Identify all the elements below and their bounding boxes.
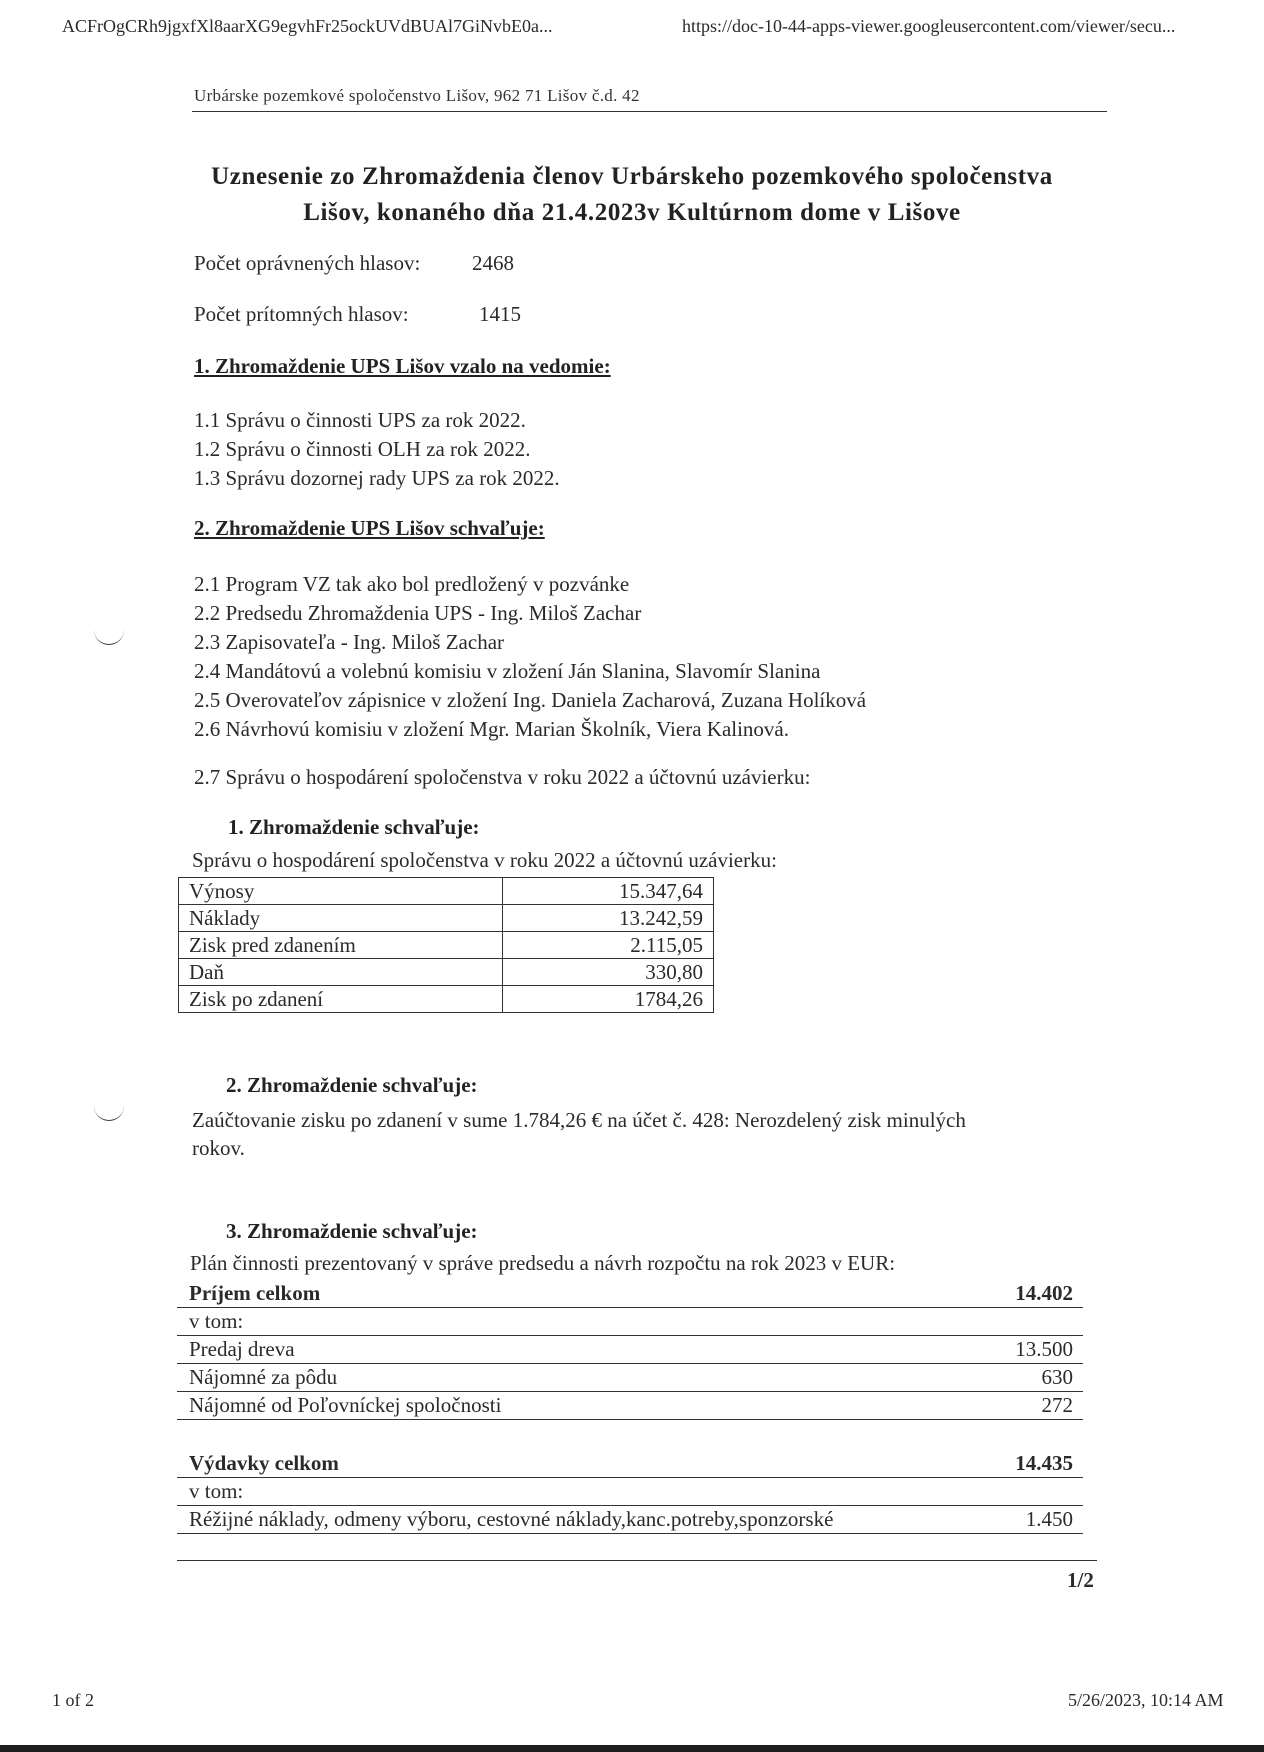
table-row <box>177 1478 1083 1506</box>
table-cell-value: 13.242,59 <box>503 905 714 932</box>
v-tom-label: v tom: <box>189 1309 244 1333</box>
table-cell-label: Daň <box>179 959 503 986</box>
budget-item-value: 1.450 <box>1025 1507 1073 1531</box>
page-bottom-rule <box>177 1560 1097 1561</box>
punch-hole-mark <box>94 628 124 645</box>
scan-edge-bar <box>0 1745 1264 1752</box>
letterhead-rule <box>192 111 1107 112</box>
present-votes-label: Počet prítomných hlasov: <box>194 302 409 326</box>
table-cell-value: 2.115,05 <box>503 932 714 959</box>
budget-item-value: 630 <box>1041 1365 1073 1389</box>
budget-expense-block <box>177 1450 1083 1534</box>
list-item: 2.4 Mandátovú a volebnú komisiu v zložení Ján Slanina, Slavomír Slanina <box>194 659 821 683</box>
table-cell-label: Zisk pred zdanením <box>179 932 503 959</box>
print-doc-id: ACFrOgCRh9jgxfXl8aarXG9egvhFr25ockUVdBUAl7GiNvbE0a... <box>62 16 553 36</box>
print-datetime: 5/26/2023, 10:14 AM <box>1068 1690 1224 1710</box>
budget-item-label: Nájomné od Poľovníckej spoločnosti <box>189 1393 502 1417</box>
document-title-line1: Uznesenie zo Zhromaždenia členov Urbárskeho pozemkového spoločenstva <box>211 163 1053 190</box>
table-cell-label: Zisk po zdanení <box>179 986 503 1013</box>
table-row <box>179 986 714 1013</box>
section2-list <box>194 570 866 744</box>
table-cell-label: Náklady <box>179 905 503 932</box>
budget-item-label: Predaj dreva <box>189 1337 295 1361</box>
list-item: 1.3 Správu dozornej rady UPS za rok 2022. <box>194 466 560 490</box>
table-cell-label: Výnosy <box>179 878 503 905</box>
section1-heading: 1. Zhromaždenie UPS Lišov vzalo na vedomie: <box>194 354 611 378</box>
letterhead: Urbárske pozemkové spoločenstvo Lišov, 962 71 Lišov č.d. 42 <box>194 86 640 105</box>
section1-list <box>194 406 560 493</box>
list-item: 2.6 Návrhovú komisiu v zložení Mgr. Marian Školník, Viera Kalinová. <box>194 717 790 741</box>
resolution3-text: Plán činnosti prezentovaný v správe predsedu a návrh rozpočtu na rok 2023 v EUR: <box>190 1251 896 1275</box>
income-total-value: 14.402 <box>1015 1281 1073 1305</box>
resolution3-heading: 3. Zhromaždenie schvaľuje: <box>226 1219 478 1243</box>
list-item: 2.1 Program VZ tak ako bol predložený v pozvánke <box>194 572 630 596</box>
list-item: 1.1 Správu o činnosti UPS za rok 2022. <box>194 408 526 432</box>
table-row <box>177 1336 1083 1364</box>
resolution2-text-line2: rokov. <box>192 1136 245 1160</box>
print-url: https://doc-10-44-apps-viewer.googleusercontent.com/viewer/secu... <box>682 16 1176 36</box>
resolution2-heading: 2. Zhromaždenie schvaľuje: <box>226 1073 478 1097</box>
budget-item-label: Nájomné za pôdu <box>189 1365 338 1389</box>
expense-total-value: 14.435 <box>1015 1451 1073 1475</box>
table-cell-value: 330,80 <box>503 959 714 986</box>
present-votes-value: 1415 <box>479 302 521 326</box>
list-item: 2.3 Zapisovateľa - Ing. Miloš Zachar <box>194 630 505 654</box>
table-row <box>177 1364 1083 1392</box>
list-item: 2.2 Predsedu Zhromaždenia UPS - Ing. Miloš Zachar <box>194 601 642 625</box>
resolution1-text: Správu o hospodárení spoločenstva v roku 2022 a účtovnú uzávierku: <box>192 848 777 872</box>
budget-item-label: Réžijné náklady, odmeny výboru, cestovné náklady,kanc.potreby,sponzorské <box>189 1507 834 1531</box>
income-total-label: Príjem celkom <box>189 1281 321 1305</box>
resolution1-heading: 1. Zhromaždenie schvaľuje: <box>228 815 480 839</box>
v-tom-label: v tom: <box>189 1479 244 1503</box>
table-row <box>177 1506 1083 1534</box>
item-2-7: 2.7 Správu o hospodárení spoločenstva v roku 2022 a účtovnú uzávierku: <box>194 765 811 789</box>
list-item: 2.5 Overovateľov zápisnice v zložení Ing. Daniela Zacharová, Zuzana Holíková <box>194 688 867 712</box>
table-row <box>179 878 714 905</box>
table-cell-value: 1784,26 <box>503 986 714 1013</box>
table-row <box>177 1392 1083 1420</box>
financial-summary-table <box>178 877 714 1013</box>
income-total-row <box>177 1280 1083 1308</box>
budget-income-block <box>177 1280 1083 1420</box>
budget-item-value: 272 <box>1041 1393 1073 1417</box>
table-row <box>179 959 714 986</box>
document-title-line2: Lišov, konaného dňa 21.4.2023v Kultúrnom dome v Lišove <box>303 199 961 226</box>
table-row <box>179 932 714 959</box>
page-marker: 1/2 <box>1067 1568 1094 1592</box>
punch-hole-mark <box>94 1104 124 1121</box>
table-row <box>179 905 714 932</box>
eligible-votes-value: 2468 <box>472 251 514 275</box>
expense-total-label: Výdavky celkom <box>189 1451 339 1475</box>
table-row <box>177 1308 1083 1336</box>
expense-total-row <box>177 1450 1083 1478</box>
resolution2-text-line1: Zaúčtovanie zisku po zdanení v sume 1.784,26 € na účet č. 428: Nerozdelený zisk minulých <box>192 1108 966 1132</box>
budget-item-value: 13.500 <box>1015 1337 1073 1361</box>
section2-heading: 2. Zhromaždenie UPS Lišov schvaľuje: <box>194 516 545 540</box>
list-item: 1.2 Správu o činnosti OLH za rok 2022. <box>194 437 531 461</box>
print-page-count: 1 of 2 <box>52 1690 94 1710</box>
eligible-votes-label: Počet oprávnených hlasov: <box>194 251 421 275</box>
table-cell-value: 15.347,64 <box>503 878 714 905</box>
